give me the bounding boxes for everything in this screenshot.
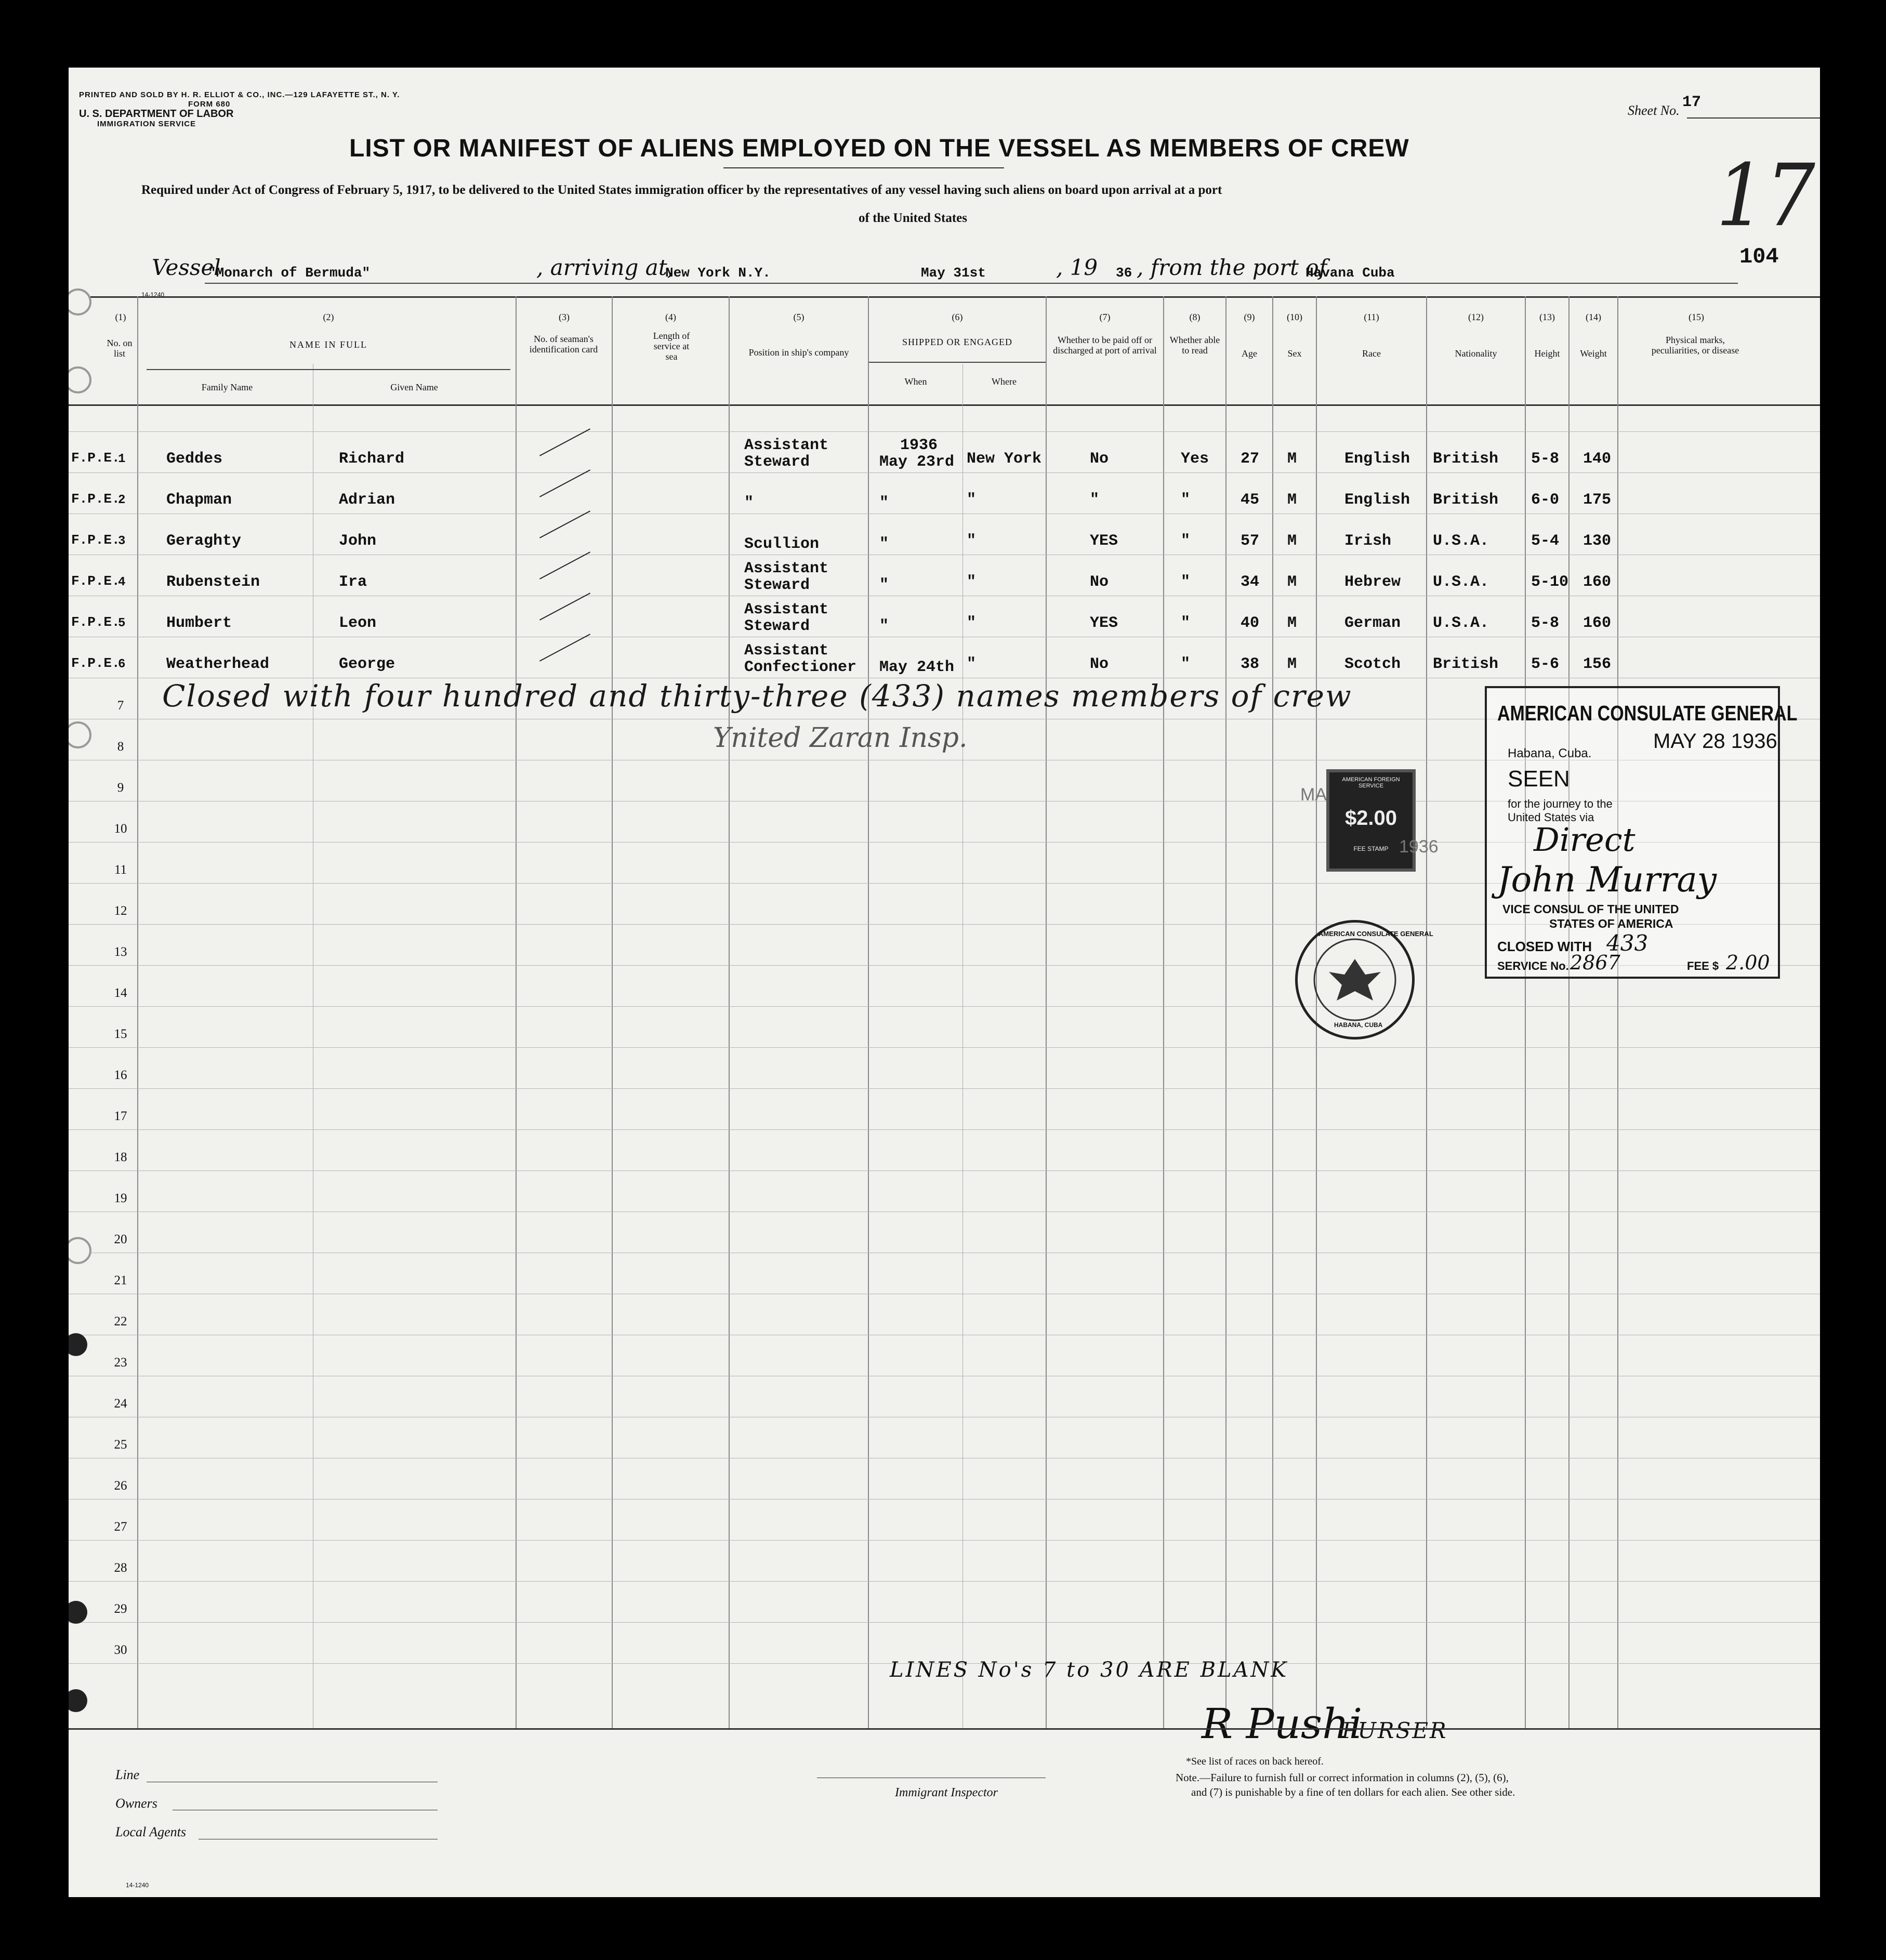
row-rule [69,1170,1820,1171]
line-number: 13 [114,945,127,959]
penalty-note: Note.—Failure to furnish full or correct information in columns (2), (5), (6), [1176,1771,1509,1784]
race: Scotch [1344,655,1401,673]
col-line [962,364,963,1728]
stamp-date: MAY 28 1936 [1653,730,1777,753]
paid-off: " [1090,491,1100,509]
given-name: Adrian [339,491,395,509]
races-note: *See list of races on back hereof. [1186,1756,1324,1767]
sheet-number-handwritten: 17 [1716,146,1815,246]
eagle-icon [1298,923,1412,1037]
stamp-seen: SEEN [1508,766,1570,792]
height: 6-0 [1531,491,1560,509]
able-to-read: Yes [1181,450,1209,468]
row-rule [69,1047,1820,1048]
given-name: Ira [339,573,367,591]
where-header: Where [992,376,1017,387]
position-line-1: Assistant [744,601,829,619]
col-line [1163,296,1164,1728]
form-code-top: 14-1240 [141,291,165,298]
position-line-2: Scullion [744,535,820,553]
row-mark: F.P.E. [71,532,120,548]
weight: 160 [1583,573,1612,591]
punch-hole [69,1333,87,1356]
row-mark: F.P.E. [71,573,120,589]
age: 34 [1241,573,1260,591]
col5-header: Position in ship's company [748,347,849,358]
weight: 156 [1583,655,1612,673]
line-number: 16 [114,1068,127,1082]
id-card-checkmark [539,510,590,538]
footer-agents-label: Local Agents [115,1824,187,1839]
footer-line-label: Line [115,1767,140,1782]
position-line-2: Steward [744,576,810,594]
col13-header: Height [1534,348,1560,359]
stamp-vice-consul-1: VICE CONSUL OF THE UNITED [1502,902,1679,916]
manifest-page [69,68,1820,1897]
vessel-name: "Monarch of Bermuda" [208,265,371,281]
col8-number: (8) [1189,312,1201,322]
form-number: FORM 680 [188,100,231,109]
given-name: George [339,655,395,673]
row-rule [69,431,1820,432]
row-rule [69,1129,1820,1130]
col-line [137,296,138,1728]
height: 5-8 [1531,614,1560,632]
line-number: 10 [114,822,127,836]
family-name: Chapman [166,491,232,509]
page-number: 104 [1739,244,1779,269]
col12-number: (12) [1468,312,1484,322]
col-line [1225,296,1226,1728]
col3-number: (3) [559,312,570,322]
family-name: Geddes [166,450,223,468]
nationality: British [1433,491,1499,509]
line-number: 3 [118,534,126,548]
line-number: 7 [117,699,124,713]
punch-hole [69,1601,87,1624]
sex: M [1287,450,1297,468]
row-rule [69,1622,1820,1623]
id-card-checkmark [539,593,590,620]
shipped-where: " [967,655,977,673]
line-number: 24 [114,1397,127,1411]
able-to-read: " [1181,614,1191,632]
stamp-journey-2: United States via [1508,811,1594,824]
col7-number: (7) [1099,312,1111,322]
subtitle-line-2: of the United States [859,211,968,225]
subtitle: Required under Act of Congress of February 5, 1917, to be delivered to the United States immigration officer by the representatives of any vessel having such aliens on board upon arrival at a port [141,183,1222,197]
col1-number: (1) [115,312,126,322]
sheet-label: Sheet No. [1628,103,1680,118]
fee-stamp-bottom: FEE STAMP [1353,845,1389,852]
fee-stamp-top: AMERICAN FOREIGN SERVICE [1342,777,1400,789]
col-line [868,296,869,1728]
able-to-read: " [1181,655,1191,673]
header-bottom-rule [69,404,1820,406]
line-number: 9 [117,781,124,795]
inspector-signature: Ynited Zaran Insp. [713,722,968,754]
age: 40 [1241,614,1260,632]
shipped-when: " [879,494,889,512]
able-to-read: " [1181,532,1191,550]
family-name: Rubenstein [166,573,260,591]
id-card-checkmark [539,551,590,579]
line-number: 6 [118,657,126,672]
col-line [1046,296,1047,1728]
stamp-via: Direct [1534,821,1636,859]
col-line [1272,296,1273,1728]
punch-hole [69,366,91,393]
position-line-2: Confectioner [744,659,857,676]
shipped-where: " [967,532,977,550]
weight: 140 [1583,450,1612,468]
line-number: 4 [118,575,126,589]
position-line-1: Assistant [744,437,829,454]
line-number: 23 [114,1356,127,1370]
arrival-year: 36 [1116,265,1132,281]
age: 57 [1241,532,1260,550]
seal-city: HABANA, CUBA [1334,1021,1383,1029]
col7-header: Whether to be paid off or discharged at port of arrival [1053,335,1157,356]
col11-number: (11) [1364,312,1379,322]
line-number: 27 [114,1520,127,1534]
page-title: LIST OR MANIFEST OF ALIENS EMPLOYED ON THE VESSEL AS MEMBERS OF CREW [349,135,1409,162]
race: English [1344,450,1410,468]
col8-header: Whether able to read [1169,335,1220,356]
position-line-1: Assistant [744,560,829,577]
line-number: 14 [114,986,127,1000]
row-rule [69,1088,1820,1089]
family-name: Weatherhead [166,655,270,673]
shipped-subrule [869,362,1046,363]
paid-off: YES [1090,532,1118,550]
col6-number: (6) [952,312,963,322]
footer-rule [69,1728,1820,1730]
col-line [1525,296,1526,1728]
consulate-seal [1295,920,1433,1040]
department: U. S. DEPARTMENT OF LABOR [79,108,234,120]
footer-owners-label: Owners [115,1796,157,1811]
shipped-when: " [879,535,889,553]
family-name: Humbert [166,614,232,632]
purser-signature: R Pushi [1202,1700,1363,1748]
vessel-label: Vessel [152,255,221,280]
age: 27 [1241,450,1260,468]
height: 5-4 [1531,532,1560,550]
row-rule [69,1581,1820,1582]
age: 38 [1241,655,1260,673]
height: 5-10 [1531,573,1569,591]
row-mark: F.P.E. [71,614,120,630]
weight: 160 [1583,614,1612,632]
given-name: Leon [339,614,377,632]
col6-header: SHIPPED OR ENGAGED [902,337,1012,347]
line-number: 18 [114,1150,127,1164]
consulate-stamp [1485,686,1798,979]
row-rule [69,1006,1820,1007]
col15-header: Physical marks, peculiarities, or disease [1651,335,1739,356]
col5-number: (5) [793,312,804,322]
shipped-where: " [967,491,977,509]
position-line-2: Steward [744,453,810,471]
line-number: 15 [114,1027,127,1041]
col-line [1426,296,1427,1728]
row-mark: F.P.E. [71,655,120,671]
paid-off: No [1090,655,1109,673]
col10-number: (10) [1287,312,1302,322]
vessel-underline [205,283,1738,284]
footer-form-code: 14-1240 [126,1882,149,1889]
given-name: Richard [339,450,405,468]
col-line [1617,296,1618,1728]
weight: 130 [1583,532,1612,550]
col-line [1568,296,1570,1728]
paid-off: No [1090,573,1109,591]
col4-number: (4) [665,312,676,322]
arrival-date: May 31st [921,265,986,281]
race: Irish [1344,532,1392,550]
arrival-port: New York N.Y. [665,265,771,281]
family-name: Geraghty [166,532,242,550]
sheet-underline [1687,117,1820,119]
vice-consul-signature: John Murray [1497,860,1717,900]
sex: M [1287,614,1297,632]
line-number: 28 [114,1561,127,1575]
col3-header: No. of seaman's identification card [529,334,598,354]
sheet-number: 17 [1682,94,1702,111]
immigrant-inspector-label: Immigrant Inspector [895,1786,998,1799]
line-number: 11 [114,863,127,877]
stamp-closed-value: 433 [1606,930,1648,956]
age: 45 [1241,491,1260,509]
date-stamp-left: MA [1300,785,1327,805]
col14-number: (14) [1586,312,1601,322]
header-top-rule [69,296,1820,298]
col-line [729,296,730,1728]
family-name-header: Family Name [201,382,253,392]
stamp-header: AMERICAN CONSULATE GENERAL [1497,702,1798,726]
shipped-year: 1936 [900,437,938,454]
service: IMMIGRATION SERVICE [97,120,196,128]
race: German [1344,614,1401,632]
col9-number: (9) [1244,312,1255,322]
col9-header: Age [1242,348,1257,359]
able-to-read: " [1181,491,1191,509]
row-rule [69,1540,1820,1541]
nationality: British [1433,450,1499,468]
col4-header: Length of service at sea [653,331,690,362]
stamp-service-label: SERVICE No. [1497,959,1569,972]
nationality: British [1433,655,1499,673]
closing-note: Closed with four hundred and thirty-three (433) names members of crew [162,678,1352,714]
departure-port: Havana Cuba [1305,265,1395,281]
col2-number: (2) [323,312,334,322]
position-line-2: " [744,494,754,512]
punch-hole [69,288,91,315]
stamp-fee-label: FEE $ [1687,959,1719,972]
line-number: 17 [114,1109,127,1123]
date-stamp-right: 1936 [1399,837,1439,857]
purser-label: PURSER [1342,1718,1448,1743]
shipped-where: " [967,573,977,591]
from-label: , from the port of [1137,255,1327,280]
paid-off: YES [1090,614,1118,632]
height: 5-8 [1531,450,1560,468]
shipped-when: May 24th [879,659,955,676]
col15-number: (15) [1689,312,1704,322]
line-number: 26 [114,1479,127,1493]
nationality: U.S.A. [1433,573,1489,591]
sex: M [1287,491,1297,509]
col-line [612,296,613,1728]
line-number: 20 [114,1232,127,1246]
sex: M [1287,655,1297,673]
fee-stamp-value: $2.00 [1344,807,1397,830]
id-card-checkmark [539,469,590,497]
shipped-when: " [879,576,889,594]
col10-header: Sex [1287,348,1302,359]
given-name-header: Given Name [390,382,438,392]
stamp-closed-label: CLOSED WITH [1497,939,1592,954]
line-number: 30 [114,1643,127,1657]
arriving-label: , arriving at, [536,255,675,280]
year-prefix: , 19 [1056,255,1098,280]
col2-header: NAME IN FULL [289,339,367,350]
id-card-checkmark [539,634,590,661]
col14-header: Weight [1580,348,1607,359]
row-rule [69,472,1820,473]
when-header: When [904,376,927,387]
line-number: 8 [117,740,124,754]
title-rule [723,167,1004,168]
line-number: 12 [114,904,127,918]
line-number: 19 [114,1191,127,1205]
row-mark: F.P.E. [71,450,120,466]
race: English [1344,491,1410,509]
name-subrule [147,369,510,370]
line-number: 2 [118,493,126,507]
col-line [516,296,517,1728]
col12-header: Nationality [1455,348,1497,359]
height: 5-6 [1531,655,1560,673]
seal-text: AMERICAN CONSULATE GENERAL [1318,930,1433,938]
paid-off: No [1090,450,1109,468]
weight: 175 [1583,491,1612,509]
race: Hebrew [1344,573,1401,591]
blank-lines-note: LINES No's 7 to 30 ARE BLANK [890,1658,1289,1682]
line-number: 1 [118,452,126,466]
stamp-city: Habana, Cuba. [1508,746,1592,760]
line-number: 25 [114,1438,127,1452]
line-number: 29 [114,1602,127,1616]
able-to-read: " [1181,573,1191,591]
shipped-when: " [879,617,889,635]
sex: M [1287,573,1297,591]
stamp-vice-consul-2: STATES OF AMERICA [1549,917,1673,930]
stamp-service-number: 2867 [1570,951,1620,974]
shipped-where: New York [967,450,1042,468]
stamp-fee: 2.00 [1726,951,1770,974]
given-name: John [339,532,377,550]
nationality: U.S.A. [1433,532,1489,550]
line-number: 21 [114,1273,127,1287]
printer-line: PRINTED AND SOLD BY H. R. ELLIOT & CO., INC.—129 LAFAYETTE ST., N. Y. [79,90,400,99]
col13-number: (13) [1539,312,1555,322]
punch-hole [69,721,91,748]
shipped-when: May 23rd [879,453,955,471]
penalty-note-2: and (7) is punishable by a fine of ten dollars for each alien. See other side. [1191,1786,1515,1798]
position-line-2: Steward [744,617,810,635]
shipped-where: " [967,614,977,632]
punch-hole [69,1689,87,1712]
sex: M [1287,532,1297,550]
row-mark: F.P.E. [71,491,120,507]
line-number: 5 [118,616,126,630]
col11-header: Race [1362,348,1381,359]
position-line-1: Assistant [744,642,829,660]
line-number: 22 [114,1314,127,1328]
id-card-checkmark [539,428,590,456]
punch-hole [69,1237,91,1264]
col1-header: No. on list [107,338,133,359]
stamp-journey-1: for the journey to the [1508,797,1613,810]
nationality: U.S.A. [1433,614,1489,632]
